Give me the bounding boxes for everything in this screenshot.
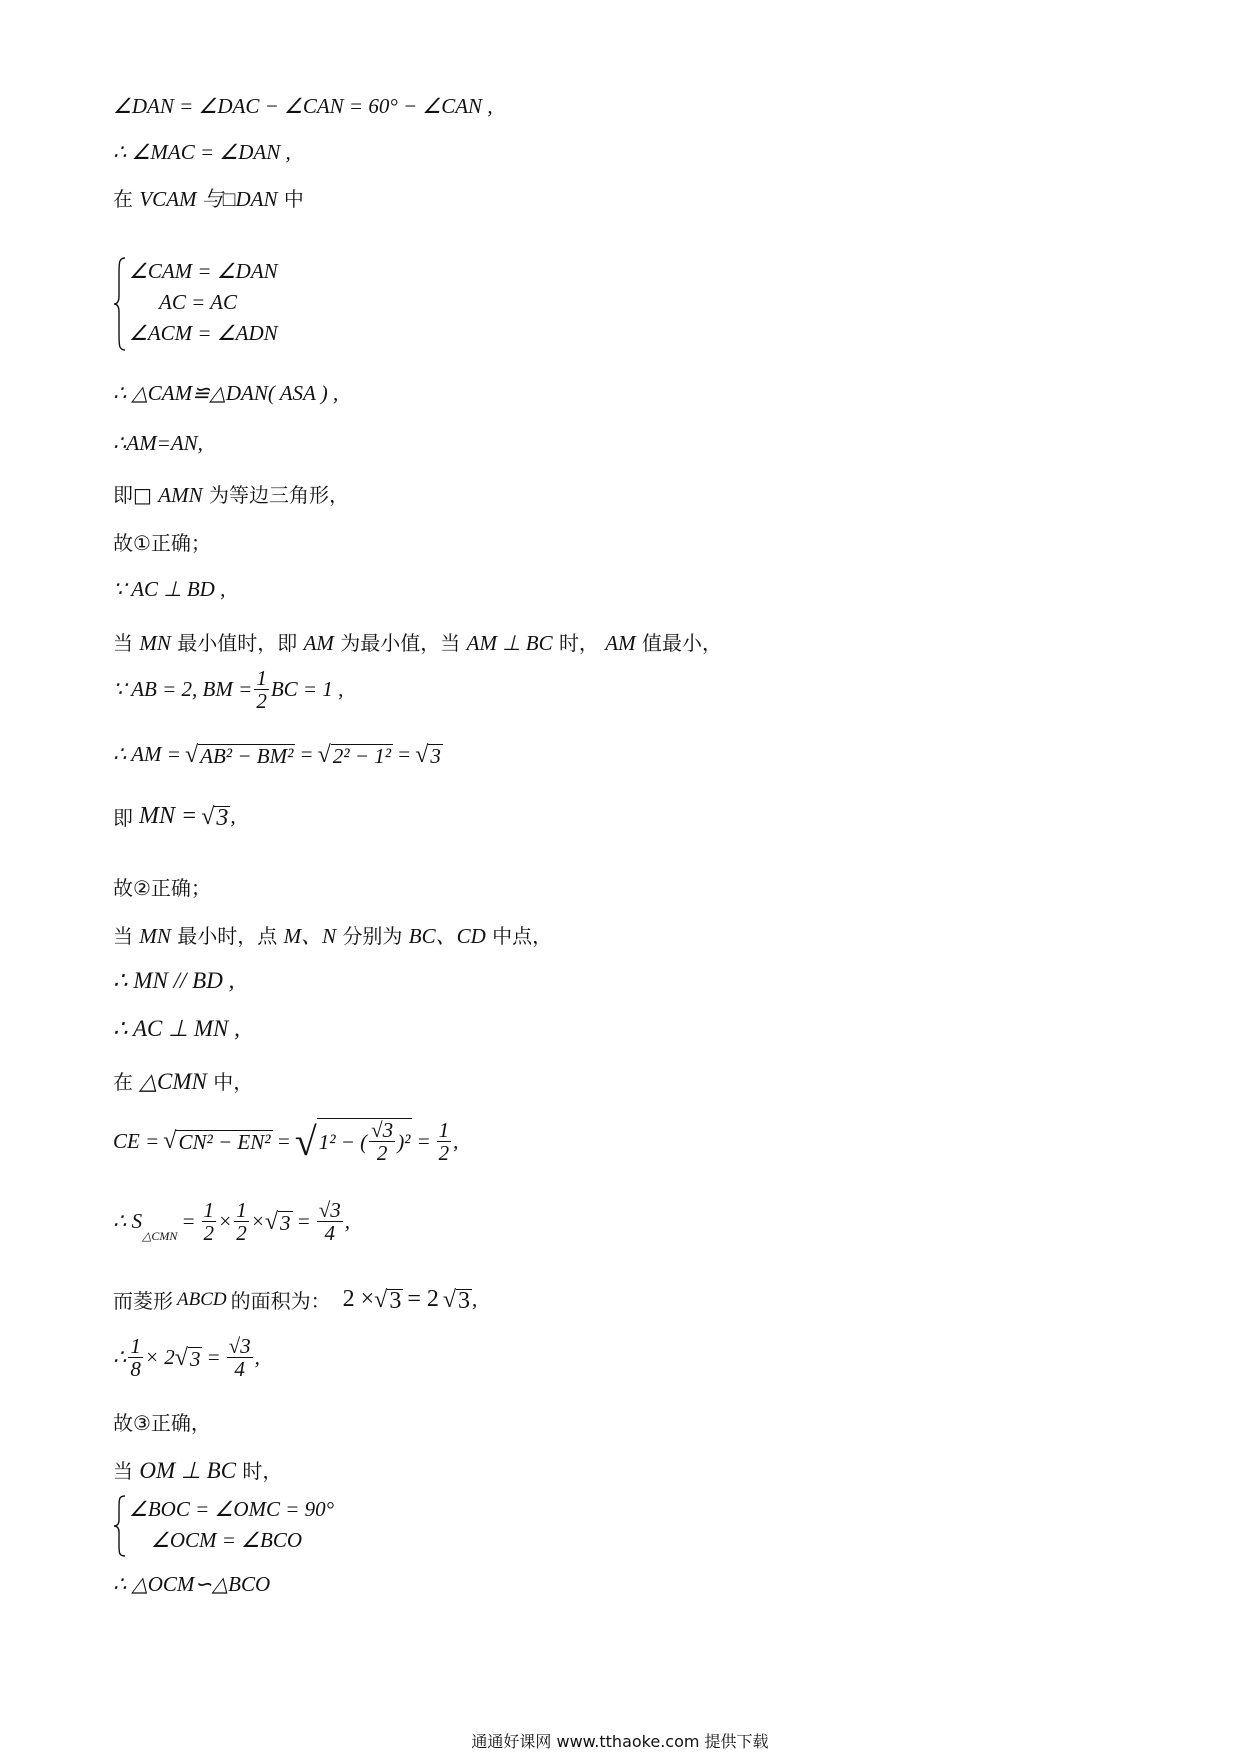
text-line: 故②正确； — [113, 876, 211, 900]
equation-system — [113, 1494, 373, 1558]
text-line — [113, 1066, 253, 1095]
math: ∴ AM = — [113, 742, 181, 766]
text-line — [113, 183, 304, 213]
equation-line: ∵ AC ⊥ BD , — [113, 577, 226, 601]
fraction — [227, 1335, 253, 1380]
sqrt — [163, 1129, 272, 1153]
fraction — [202, 1199, 217, 1244]
radicand: 3 — [216, 804, 229, 831]
numerator: 1 — [203, 1198, 215, 1222]
denominator: 2 — [236, 1221, 247, 1245]
fraction — [128, 1335, 143, 1380]
text: 的面积为： — [230, 1289, 331, 1313]
math: × — [218, 1209, 233, 1233]
sqrt — [443, 1288, 472, 1312]
radicand: 3 — [189, 1346, 201, 1371]
sqrt — [175, 1346, 203, 1370]
numerator: √3 — [318, 1198, 341, 1222]
equation-line: ∴ MN // BD , — [113, 968, 235, 993]
numerator: √3 — [371, 1118, 394, 1142]
math: = 2 — [407, 1286, 439, 1312]
math: BC、CD — [408, 924, 486, 948]
text: 时， — [558, 631, 599, 655]
equation-line — [113, 667, 343, 712]
math: AM — [303, 631, 334, 655]
math: VCAM 与□DAN — [139, 187, 278, 211]
math: = — [181, 1209, 196, 1233]
math: M、N — [283, 924, 337, 948]
fraction — [254, 667, 269, 712]
denominator: 2 — [438, 1140, 450, 1165]
math: AM ⊥ BC — [466, 631, 553, 655]
system-row: ∠BOC = ∠OMC = 90° — [129, 1497, 335, 1521]
radicand: 2² − 1² — [332, 743, 392, 768]
sqrt — [318, 743, 393, 767]
math: )² — [397, 1129, 411, 1154]
math: MN — [139, 924, 171, 948]
sqrt — [295, 1118, 413, 1164]
radical-icon: √ — [163, 1128, 177, 1154]
fraction — [317, 1199, 343, 1244]
radicand: CN² − EN² — [178, 1130, 271, 1154]
text-line — [113, 479, 349, 508]
text: 为最小值，当 — [340, 631, 461, 655]
sqrt — [415, 743, 443, 767]
math: MN = — [139, 803, 198, 829]
radical-icon: √ — [201, 803, 215, 830]
math: CE = — [113, 1128, 160, 1153]
math: = — [416, 1128, 431, 1153]
text: 当 — [113, 631, 133, 655]
brace-icon — [113, 1494, 127, 1558]
equation-line — [113, 742, 443, 767]
sqrt — [374, 1288, 403, 1312]
equation-line — [113, 802, 236, 831]
text: 中 — [283, 187, 304, 211]
denominator: 2 — [203, 1221, 215, 1245]
math: , — [472, 1287, 478, 1311]
numerator: √3 — [228, 1334, 251, 1358]
equation-line — [113, 1118, 458, 1164]
fraction — [234, 1199, 249, 1244]
equation-line — [113, 1335, 260, 1380]
equation-line: ∴ △CAM≌△DAN( ASA ) , — [113, 381, 339, 405]
text: 即□ — [113, 483, 152, 507]
numerator: 1 — [236, 1198, 247, 1222]
math: AM — [605, 631, 636, 655]
math: ∵ AB = 2, BM = — [113, 677, 253, 701]
system-row: ∠ACM = ∠ADN — [129, 321, 278, 345]
text: 为等边三角形， — [208, 483, 349, 507]
equation-line: ∴ ∠MAC = ∠DAN , — [113, 140, 291, 164]
page-footer: 通通好课网 www.tthaoke.com 提供下载 — [471, 1732, 769, 1751]
math: × 2 — [144, 1345, 175, 1369]
text-line — [113, 627, 722, 656]
sqrt — [201, 805, 230, 829]
text: 中， — [213, 1070, 254, 1094]
system-row: ∠CAM = ∠DAN — [129, 259, 278, 283]
math: AMN — [158, 483, 203, 507]
subscript: △CMN — [142, 1229, 178, 1243]
math: ABCD — [177, 1288, 227, 1310]
brace-icon — [113, 256, 127, 352]
text: 在 — [113, 187, 133, 211]
math: 2 × — [342, 1286, 375, 1312]
radical-icon: √ — [374, 1286, 388, 1313]
radicand: 3 — [280, 1210, 291, 1235]
math: × — [250, 1209, 265, 1233]
radicand: 3 — [430, 743, 441, 768]
equation-system — [113, 256, 373, 352]
radicand: 3 — [389, 1287, 402, 1314]
math: ∴ — [113, 1345, 127, 1369]
denominator: 4 — [324, 1221, 335, 1245]
radical-icon: √ — [415, 741, 429, 768]
sqrt — [185, 743, 295, 767]
text: 最小值时，即 — [177, 631, 298, 655]
radical-icon: √ — [294, 1119, 317, 1164]
sqrt — [265, 1210, 293, 1234]
math: ∴ S — [113, 1209, 143, 1233]
text-line — [113, 920, 552, 950]
radical-icon: √ — [442, 1286, 457, 1313]
equation-line: ∴AM=AN, — [113, 431, 203, 455]
denominator: 4 — [234, 1357, 245, 1381]
math: , — [453, 1128, 459, 1153]
denominator: 8 — [130, 1357, 141, 1381]
radical-icon: √ — [264, 1208, 279, 1235]
text: 而菱形 — [113, 1289, 173, 1313]
math: = — [299, 742, 314, 766]
math: 1² − ( — [318, 1129, 368, 1154]
radical-icon: √ — [174, 1344, 188, 1371]
numerator: 1 — [256, 666, 267, 690]
radical-icon: √ — [317, 741, 331, 768]
fraction — [437, 1119, 452, 1164]
math: , — [254, 1345, 260, 1369]
text: 当 — [113, 924, 133, 948]
text: 即 — [113, 806, 133, 830]
text: 分别为 — [342, 924, 403, 948]
text-line — [113, 1285, 477, 1314]
math: MN — [139, 631, 171, 655]
math: OM ⊥ BC — [139, 1458, 237, 1483]
text: 中点， — [492, 924, 553, 948]
math: , — [344, 1209, 350, 1233]
text: 最小时，点 — [177, 924, 278, 948]
fraction — [369, 1119, 395, 1164]
text-line: 故③正确， — [113, 1411, 211, 1435]
equation-line: ∠DAN = ∠DAC − ∠CAN = 60° − ∠CAN , — [113, 94, 493, 118]
system-row: ∠OCM = ∠BCO — [151, 1528, 302, 1552]
text: 值最小， — [641, 631, 722, 655]
equation-line: ∴ △OCM∽△BCO — [113, 1572, 271, 1596]
text: 在 — [113, 1070, 133, 1094]
radicand: AB² − BM² — [200, 743, 294, 768]
text-line: 故①正确； — [113, 531, 211, 555]
radical-icon: √ — [184, 741, 199, 768]
denominator: 2 — [376, 1141, 388, 1165]
math: , — [230, 804, 236, 828]
math: = — [276, 1128, 291, 1153]
math: = — [206, 1345, 221, 1369]
system-row: AC = AC — [159, 290, 237, 314]
radicand: 3 — [458, 1287, 471, 1314]
radicand — [317, 1118, 413, 1164]
math: = — [397, 742, 412, 766]
numerator: 1 — [438, 1117, 450, 1142]
equation-line — [113, 1199, 350, 1244]
denominator: 2 — [256, 689, 267, 713]
text: 当 — [113, 1459, 133, 1483]
text: 时， — [242, 1459, 283, 1483]
math: △CMN — [139, 1069, 207, 1094]
numerator: 1 — [130, 1334, 141, 1358]
math: BC = 1 , — [270, 677, 344, 701]
math: = — [296, 1209, 311, 1233]
text-line — [113, 1455, 282, 1484]
equation-line: ∴ AC ⊥ MN , — [113, 1016, 240, 1041]
